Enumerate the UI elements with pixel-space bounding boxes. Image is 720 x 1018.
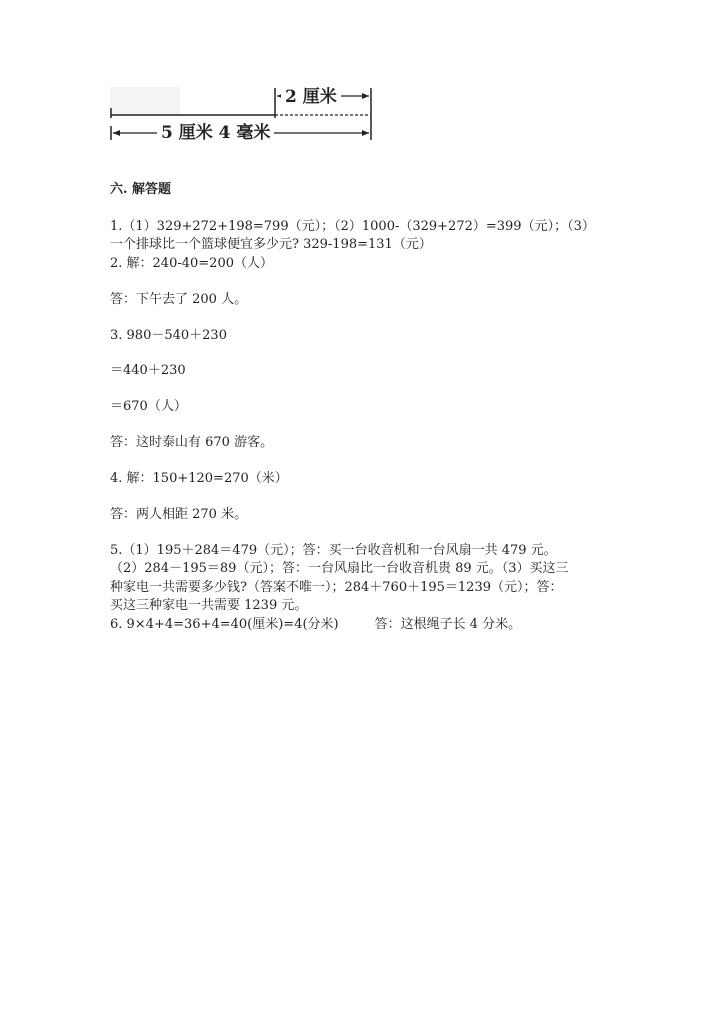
section-title: 六. 解答题	[110, 182, 172, 197]
bottom-arrow-right	[362, 130, 369, 136]
length-diagram	[105, 82, 385, 152]
diagram-shade	[110, 87, 180, 115]
q3-line-1: 3. 980－540＋230	[110, 328, 227, 343]
q6-line	[110, 616, 630, 634]
top-arrow-right	[362, 93, 369, 99]
q4-line-2: 答：两人相距 270 米。	[110, 507, 248, 522]
bottom-arrow-left	[113, 130, 120, 136]
q5-line-1: 5.（1）195＋284＝479（元）；答：买一台收音机和一台风扇一共 479 元。	[110, 543, 557, 558]
q4-line-1: 4. 解：150+120=270（米）	[110, 471, 288, 486]
q2-line-1: 2. 解：240-40=200（人）	[110, 256, 273, 271]
q3-line-3: ＝670（人）	[110, 399, 187, 414]
q1-line-1: 1.（1）329+272+198=799（元）；（2）1000-（329+272）=399（元）；（3）	[110, 219, 595, 234]
top-dimension-label: 2 厘米	[281, 87, 341, 107]
bottom-dimension-label: 5 厘米 4 毫米	[157, 123, 274, 143]
q6-formula: 6. 9×4+4=36+4=40(厘米)=4(分米)	[110, 617, 339, 632]
q3-line-4: 答：这时泰山有 670 游客。	[110, 435, 274, 450]
q3-line-2: ＝440＋230	[110, 363, 186, 378]
q5-line-2: （2）284－195＝89（元）；答：一台风扇比一台收音机贵 89 元。（3）买这三	[110, 561, 569, 576]
q5-line-4: 买这三种家电一共需要 1239 元。	[110, 598, 308, 613]
q2-line-2: 答：下午去了 200 人。	[110, 292, 248, 307]
q6-answer: 答：这根绳子长 4 分米。	[374, 617, 522, 632]
q1-line-2: 一个排球比一个篮球便宜多少元? 329-198=131（元）	[110, 237, 432, 252]
q5-line-3: 种家电一共需要多少钱?（答案不唯一）；284＋760＋195＝1239（元）；答：	[110, 580, 563, 595]
